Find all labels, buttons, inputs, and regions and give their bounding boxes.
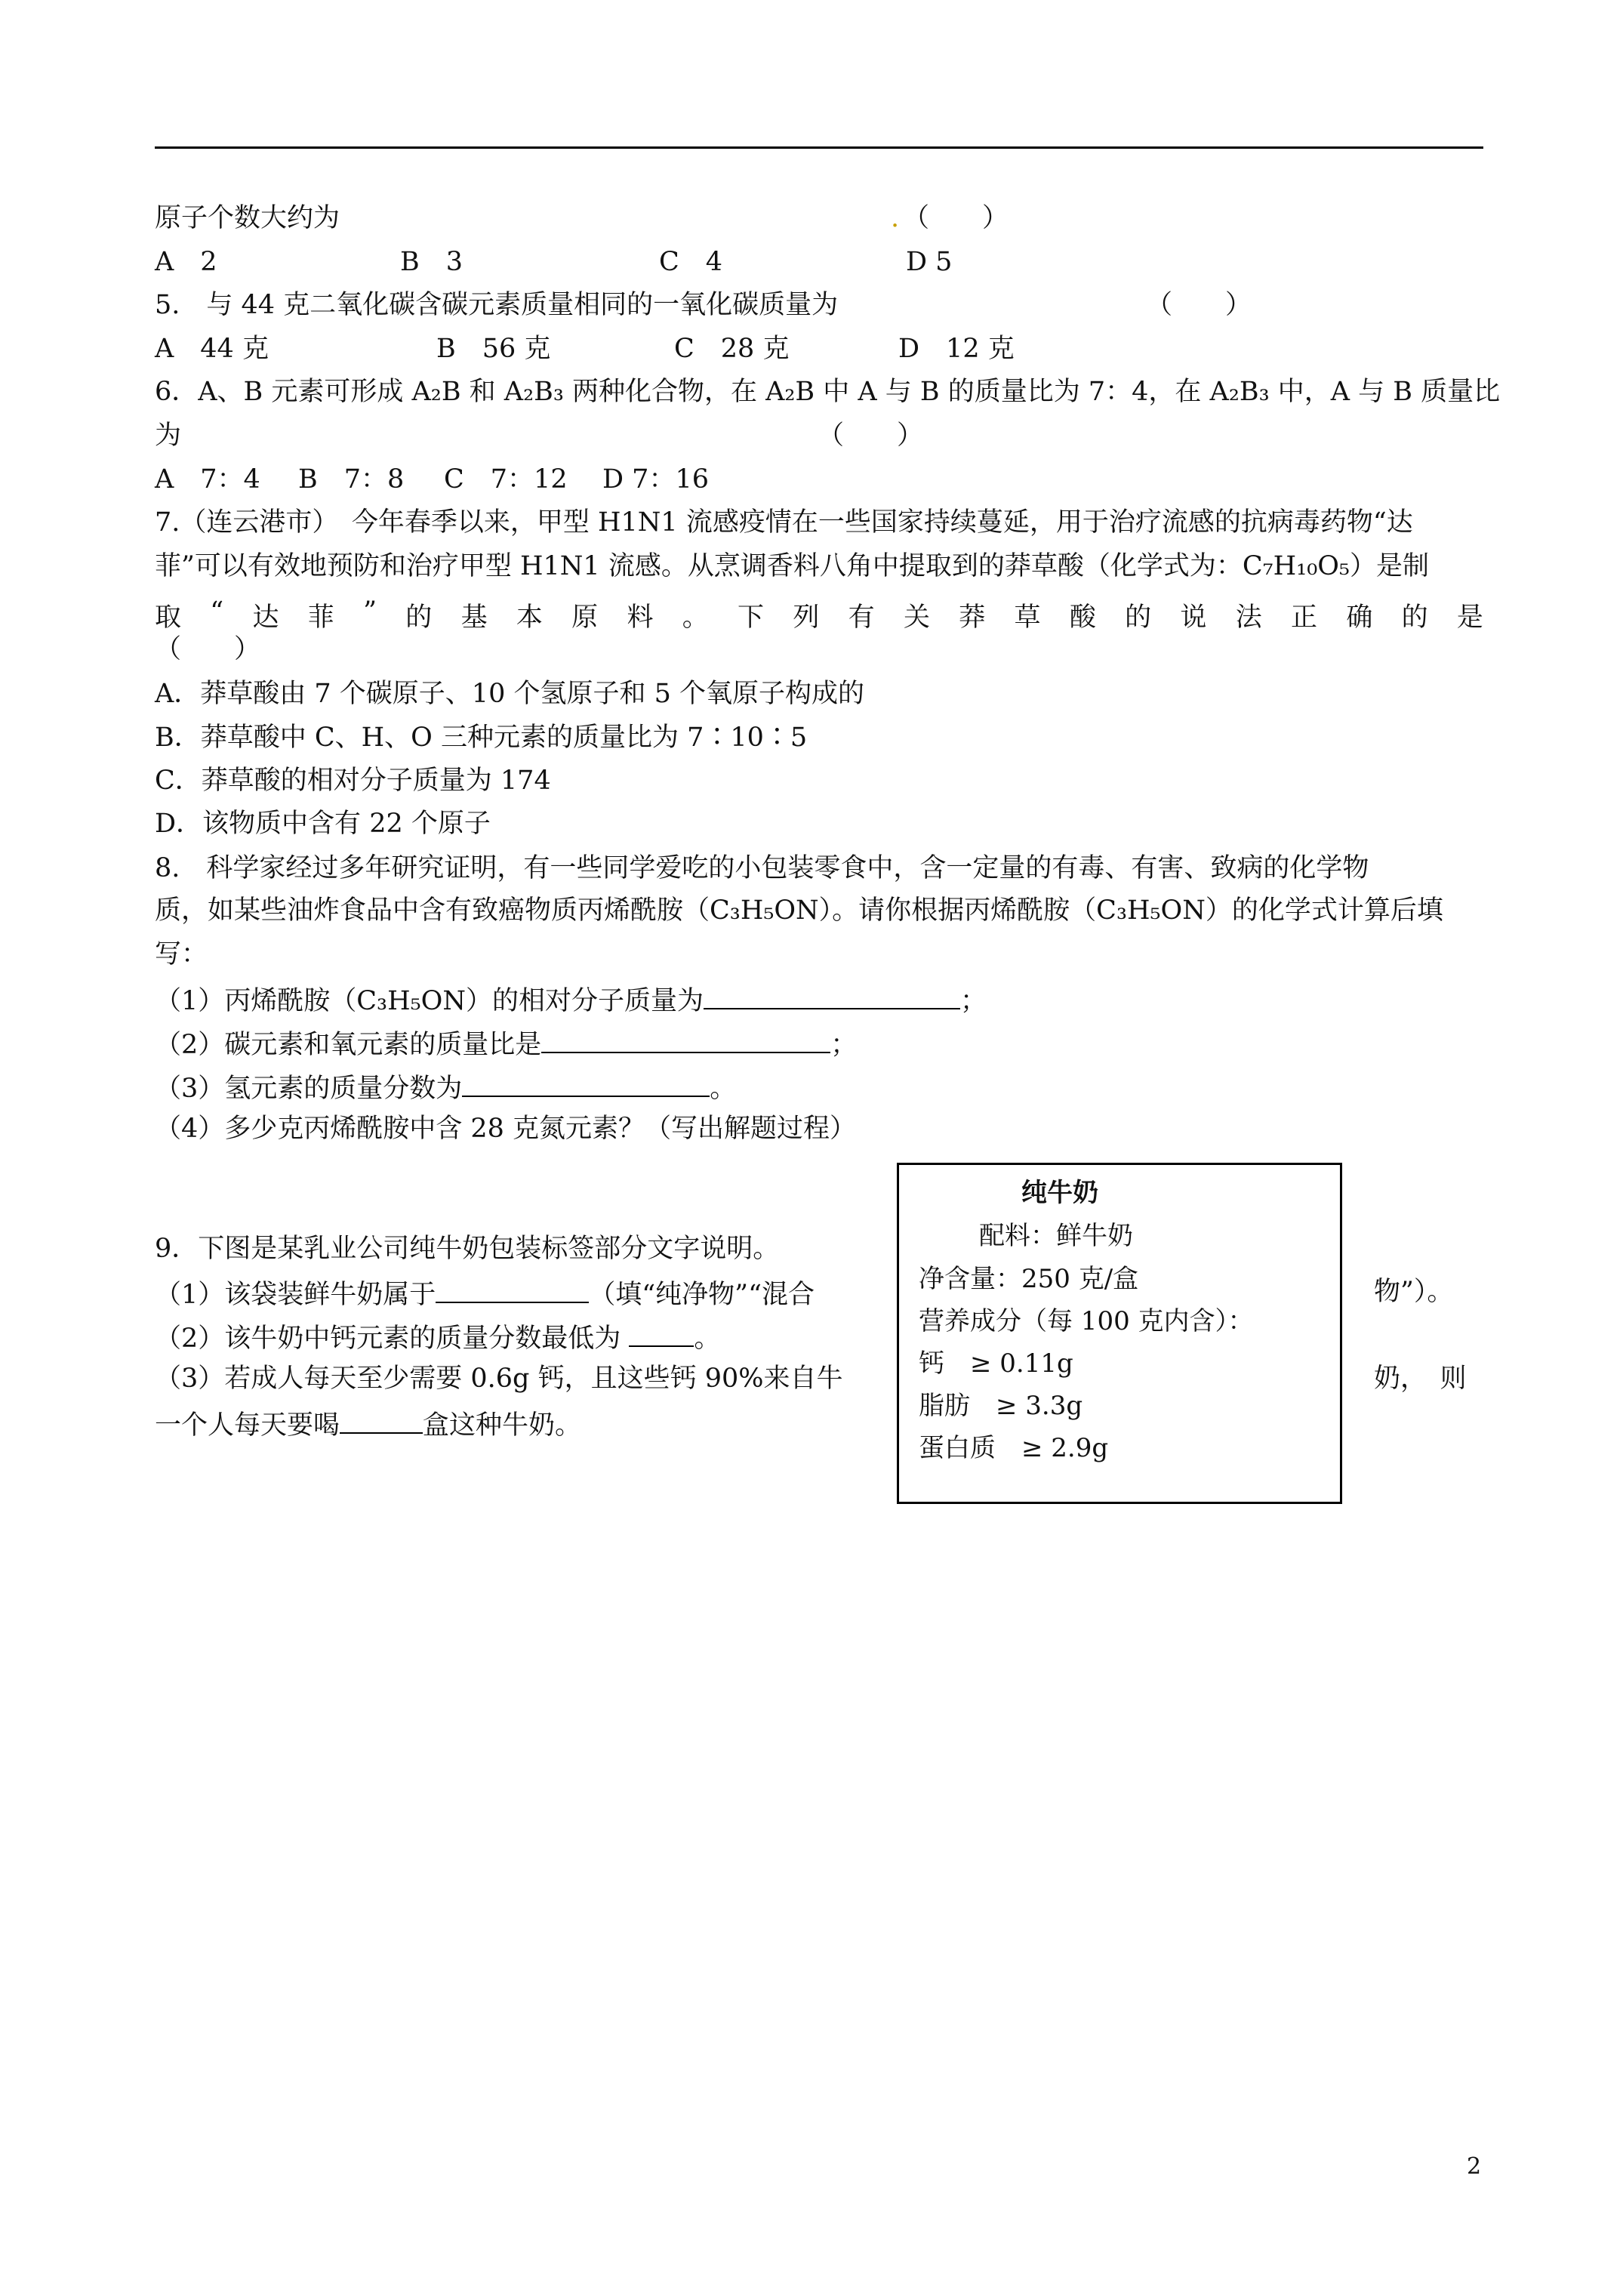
q7-line3-char: ”	[363, 596, 377, 627]
q5-option-a: A 44 克	[155, 334, 269, 364]
milk-label-calcium: 钙 ≥ 0.11g	[919, 1348, 1073, 1379]
q7-line3-char: 莽	[959, 603, 986, 633]
q4-dot: .	[891, 203, 900, 233]
q4-answer-paren: （ ）	[903, 203, 1009, 233]
q7-line3-char: 列	[793, 603, 820, 633]
q7-line3-char: 正	[1291, 603, 1318, 633]
q7-option-b: B．莽草酸中 C、H、O 三种元素的质量比为 7∶10∶5	[155, 723, 808, 753]
q4-option-d: D 5	[906, 247, 953, 277]
q9-sub3-answer-blank[interactable]	[340, 1410, 423, 1434]
q9-sub1-text: （1）该袋装鲜牛奶属于	[155, 1280, 436, 1310]
q9-sub3-cont: 奶， 则	[1374, 1364, 1467, 1394]
q8-stem-line3: 写：	[155, 939, 208, 969]
q7-line3-char: 料	[627, 603, 654, 633]
q8-sub1-text: （1）丙烯酰胺（C₃H₅ON）的相对分子质量为	[155, 986, 704, 1016]
q7-stem-line2: 菲”可以有效地预防和治疗甲型 H1N1 流感。从烹调香料八角中提取到的莽草酸（化学式为：C₇H₁₀O₅）是制	[155, 551, 1429, 581]
q7-line3-char: 的	[1401, 603, 1428, 633]
q7-line3-char: 菲	[307, 603, 334, 633]
q6-stem-line2: 为	[155, 421, 182, 451]
q8-stem-line2: 质，如某些油炸食品中含有致癌物质丙烯酰胺（C₃H₅ON）。请你根据丙烯酰胺（C₃H₅ON）的化学式计算后填	[155, 895, 1443, 926]
q5-answer-paren: （ ）	[1146, 290, 1252, 320]
milk-label-fat: 脂肪 ≥ 3.3g	[919, 1391, 1083, 1421]
q9-sub2-answer-blank[interactable]	[629, 1323, 694, 1347]
q7-option-c: C．莽草酸的相对分子质量为 174	[155, 766, 551, 796]
milk-label-nutrition-heading: 营养成分（每 100 克内含）：	[919, 1306, 1254, 1336]
q8-sub1	[155, 985, 987, 1015]
q9-sub3-line2-text: 一个人每天要喝	[155, 1410, 340, 1441]
page-number: 2	[1467, 2153, 1482, 2180]
q9-sub2-end: 。	[694, 1324, 721, 1354]
q7-line3-char: 下	[738, 603, 765, 633]
q9-sub2-text: （2）该牛奶中钙元素的质量分数最低为	[155, 1324, 621, 1354]
q7-line3-char: 基	[460, 603, 488, 633]
q7-line3-char: 是	[1456, 603, 1483, 633]
q8-sub4: （4）多少克丙烯酰胺中含 28 克氮元素？（写出解题过程）	[155, 1114, 857, 1144]
q7-line3-char: 。	[682, 603, 709, 633]
q7-line3-char: 草	[1014, 603, 1041, 633]
q5-option-d: D 12 克	[898, 334, 1015, 364]
milk-label-net-content: 净含量：250 克/盒	[919, 1264, 1139, 1294]
q7-line3-char: 有	[848, 603, 875, 633]
q9-stem: 9．下图是某乳业公司纯牛奶包装标签部分文字说明。	[155, 1234, 780, 1264]
milk-label-protein: 蛋白质 ≥ 2.9g	[919, 1433, 1109, 1463]
q8-sub2-answer-blank[interactable]	[541, 1029, 830, 1053]
q7-line3-char: 确	[1346, 603, 1373, 633]
q8-sub2-end: ；	[830, 1030, 858, 1060]
q7-line3-char: 酸	[1069, 603, 1096, 633]
q9-sub1-hint: （填“纯净物”“混合	[589, 1280, 815, 1310]
q8-sub1-answer-blank[interactable]	[704, 985, 960, 1009]
q8-sub3	[155, 1073, 736, 1102]
q7-answer-paren: （ ）	[155, 634, 261, 664]
header-rule	[155, 146, 1483, 149]
q7-line3-char: 原	[571, 603, 599, 633]
q8-stem-line1: 8. 科学家经过多年研究证明，有一些同学爱吃的小包装零食中，含一定量的有毒、有害、致病的化学物	[155, 853, 1369, 883]
q5-option-c: C 28 克	[674, 334, 790, 364]
q8-sub1-end: ；	[959, 986, 987, 1016]
q7-stem-line1: 7.（连云港市） 今年春季以来，甲型 H1N1 流感疫情在一些国家持续蔓延，用于治疗流感的抗病毒药物“达	[155, 507, 1413, 538]
q9-sub1-answer-blank[interactable]	[436, 1279, 589, 1303]
q7-line3-char: 的	[405, 603, 433, 633]
q4-option-b: B 3	[400, 247, 463, 277]
q6-option-a: A 7：4	[155, 464, 260, 495]
q7-option-d: D．该物质中含有 22 个原子	[155, 809, 491, 839]
q7-line3-char: 取	[155, 603, 182, 633]
milk-label-title: 纯牛奶	[1021, 1178, 1098, 1208]
q9-sub1-end: 物”）。	[1374, 1277, 1454, 1307]
milk-label-box	[897, 1163, 1342, 1504]
q6-answer-paren: （ ）	[818, 421, 924, 451]
q6-option-b: B 7：8	[298, 464, 405, 495]
q7-line3-char: 本	[516, 603, 543, 633]
q6-option-d: D 7：16	[602, 464, 709, 495]
q7-stem-line3	[155, 596, 1483, 634]
q8-sub3-end: 。	[710, 1074, 737, 1104]
q7-line3-char: “	[210, 596, 224, 627]
q9-sub1	[155, 1279, 815, 1308]
q8-sub2-text: （2）碳元素和氧元素的质量比是	[155, 1030, 542, 1060]
q6-stem-line1: 6．A、B 元素可形成 A₂B 和 A₂B₃ 两种化合物，在 A₂B 中 A 与 B 的质量比为 7：4，在 A₂B₃ 中，A 与 B 质量比	[155, 377, 1501, 407]
q7-option-a: A．莽草酸由 7 个碳原子、10 个氢原子和 5 个氧原子构成的	[155, 679, 864, 709]
q4-option-a: A 2	[155, 247, 217, 277]
q7-line3-char: 法	[1235, 603, 1262, 633]
q7-line3-char: 说	[1180, 603, 1207, 633]
q8-sub2	[155, 1029, 857, 1059]
q9-sub3: （3）若成人每天至少需要 0.6g 钙，且这些钙 90%来自牛	[155, 1364, 843, 1394]
q5-option-b: B 56 克	[436, 334, 551, 364]
q8-sub3-answer-blank[interactable]	[462, 1073, 710, 1097]
q7-line3-char: 的	[1125, 603, 1152, 633]
q9-sub3-line2	[155, 1410, 581, 1439]
q7-line3-char: 关	[903, 603, 930, 633]
q9-sub2	[155, 1323, 720, 1352]
q4-stem: 原子个数大约为	[155, 203, 340, 233]
q4-option-c: C 4	[659, 247, 723, 277]
milk-label-ingredients: 配料：鲜牛奶	[979, 1221, 1133, 1251]
q9-sub3-line2-end: 盒这种牛奶。	[423, 1410, 582, 1441]
q6-option-c: C 7：12	[444, 464, 568, 495]
q8-sub3-text: （3）氢元素的质量分数为	[155, 1074, 463, 1104]
q5-stem: 5. 与 44 克二氧化碳含碳元素质量相同的一氧化碳质量为	[155, 290, 839, 320]
q7-line3-char: 达	[252, 603, 279, 633]
